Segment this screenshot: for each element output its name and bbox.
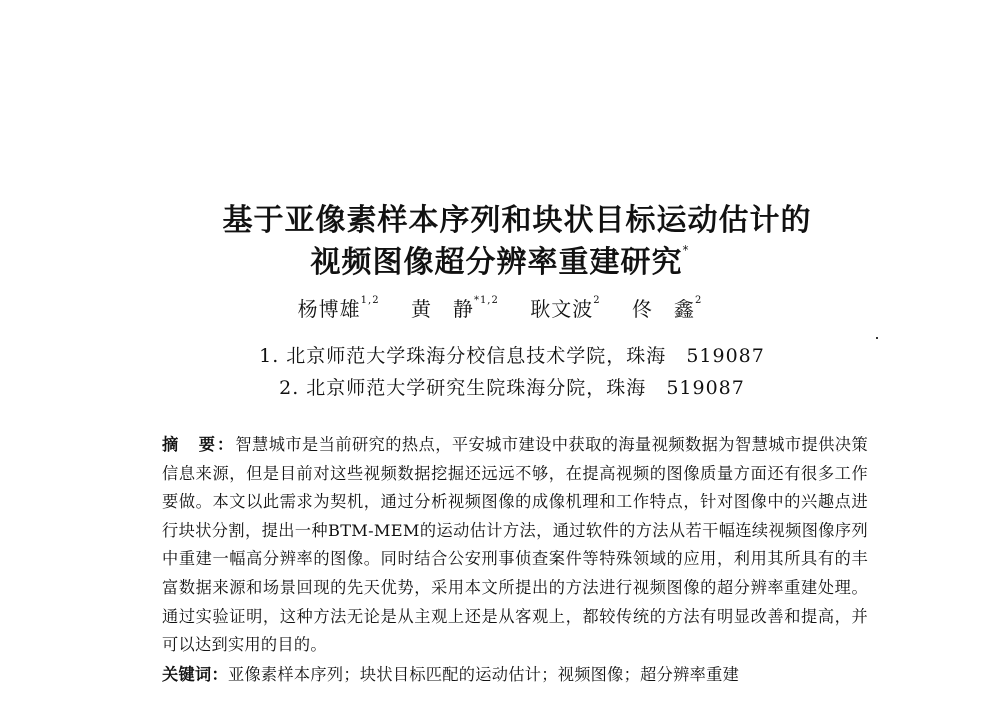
abstract-text: 智慧城市是当前研究的热点，平安城市建设中获取的海量视频数据为智慧城市提供决策信息来源，但是目前对这些视频数据挖掘还远远不够，在提高视频的图像质量方面还有很多工作要做。本文以此需求为契机，通过分析视频图像的成像机理和工作特点，针对图像中的兴趣点进行块状分割，提出一种BTM-MEM的运动估计方法，通过软件的方法从若干幅连续视频图像序列中重建一幅高分辨率的图像。同时结合公安刑事侦查案件等特殊领域的应用，利用其所具有的丰富数据来源和场景回现的先天优势，采用本文所提出的方法进行视频图像的超分辨率重建处理。通过实验证明，这种方法无论是从主观上还是从客观上，都较传统的方法有明显改善和提高，并可以达到实用的目的。 (162, 435, 868, 655)
author (298, 297, 380, 321)
author-affiliation-mark: 1,2 (360, 295, 380, 306)
keywords (162, 661, 868, 690)
author-list (0, 297, 1000, 321)
affiliation-2 (12, 377, 1000, 400)
paper-title-line-2-text: 视频图像超分辨率重建研究 (310, 245, 683, 280)
author-affiliation-mark: 2 (593, 295, 601, 306)
author-affiliation-mark: 2 (694, 295, 703, 306)
author (411, 297, 499, 321)
keywords-text: 亚像素样本序列；块状目标匹配的运动估计；视频图像；超分辨率重建 (227, 665, 740, 684)
author (632, 297, 702, 321)
affiliation-postcode: 519087 (666, 377, 745, 399)
author-name: 杨博雄 (297, 297, 361, 321)
author-name: 黄 静 (410, 297, 474, 321)
title-footnote-mark: * (682, 243, 690, 257)
keywords-label: 关键词： (162, 665, 228, 684)
author-affiliation-mark: *1,2 (473, 295, 499, 306)
affiliation-text: 1. 北京师范大学珠海分校信息技术学院，珠海 (259, 345, 667, 367)
affiliation-postcode: 519087 (686, 345, 765, 367)
affiliation-1 (12, 345, 1000, 368)
affiliation-text: 2. 北京师范大学研究生院珠海分院，珠海 (279, 377, 647, 399)
author-name: 耿文波 (530, 297, 594, 321)
author-name: 佟 鑫 (631, 297, 695, 321)
abstract-label: 摘 要： (162, 435, 236, 454)
scan-speck (876, 337, 878, 339)
paper-title-line-1: 基于亚像素样本序列和块状目标运动估计的 (222, 203, 812, 238)
paper-title-line-2 (0, 245, 1000, 281)
author (530, 297, 600, 321)
abstract (162, 431, 868, 660)
